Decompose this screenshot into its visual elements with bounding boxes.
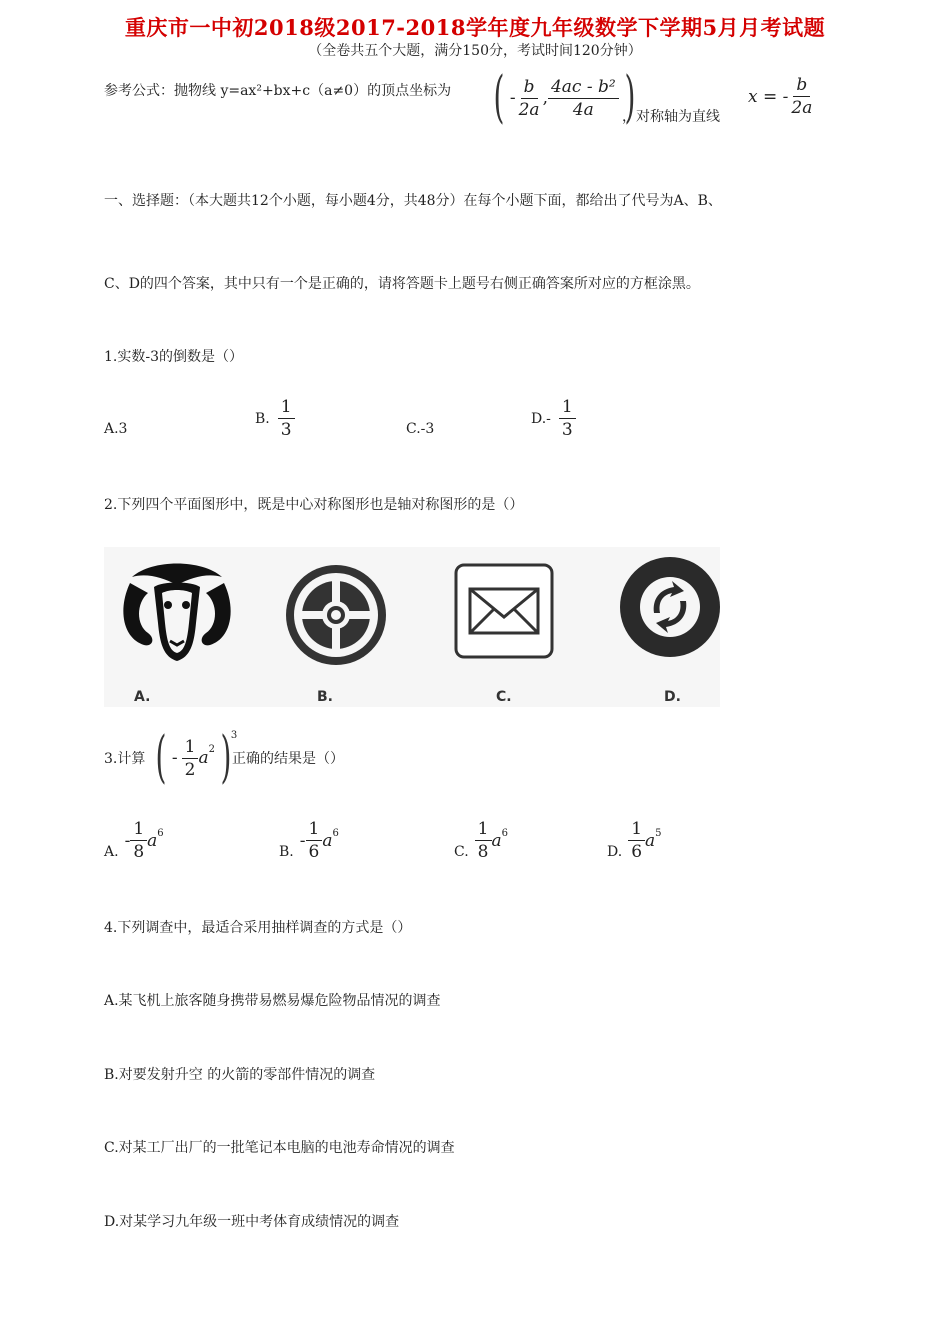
fraction-numerator: 1 — [182, 736, 199, 759]
vertex-minus: - — [509, 88, 516, 108]
axis-fraction — [788, 74, 815, 119]
option-label: B. — [255, 410, 270, 427]
option-label: D.- — [531, 410, 551, 427]
fraction-numerator: b — [521, 76, 538, 99]
q1-option-c: C.-3 — [406, 421, 435, 437]
fraction-numerator: 1 — [628, 818, 645, 841]
option-label: A. — [104, 843, 119, 860]
fraction-denominator: 4a — [572, 99, 594, 120]
target-icon — [280, 559, 392, 671]
left-paren: ( — [493, 65, 505, 130]
option-fraction — [628, 818, 645, 863]
figure-caption-c: C. — [496, 689, 512, 705]
vertex-formula — [488, 65, 641, 130]
q3-expression — [150, 725, 238, 790]
q1-option-a: A.3 — [104, 421, 128, 437]
expr-outer-exponent: 3 — [230, 730, 238, 741]
option-fraction — [130, 818, 147, 863]
q3-option-c — [454, 818, 508, 863]
vertex-x-fraction — [516, 76, 543, 121]
fraction-numerator: b — [793, 74, 810, 97]
vertex-y-fraction — [548, 76, 619, 121]
expr-fraction — [182, 736, 199, 781]
q4-option-d: D.对某学习九年级一班中考体育成绩情况的调查 — [104, 1214, 400, 1230]
left-paren: ( — [155, 725, 167, 790]
axis-x-eq: x = - — [748, 86, 789, 107]
page-subtitle: （全卷共五个大题，满分150分，考试时间120分钟） — [308, 43, 642, 59]
q3-option-b — [279, 818, 339, 863]
figure-caption-a: A. — [134, 689, 151, 705]
axis-formula — [748, 74, 815, 119]
option-variable: a — [491, 830, 502, 851]
fraction-denominator: 3 — [280, 420, 292, 440]
option-variable: a — [645, 830, 656, 851]
q1-option-d — [531, 396, 576, 441]
q2-stem: 2.下列四个平面图形中，既是中心对称图形也是轴对称图形的是（） — [104, 497, 524, 513]
expr-minus: - — [171, 748, 178, 768]
fraction-numerator: 1 — [278, 396, 295, 419]
expr-variable: a — [198, 748, 209, 768]
q3-option-a — [104, 818, 164, 863]
formula-intro: 参考公式：抛物线 y=ax²+bx+c（a≠0）的顶点坐标为 — [104, 83, 452, 99]
option-variable: a — [147, 830, 158, 851]
fraction-denominator: 6 — [631, 842, 643, 862]
fraction-denominator: 2a — [791, 98, 813, 118]
option-variable: a — [322, 830, 333, 851]
option-exponent: 6 — [332, 828, 339, 839]
figure-caption-d: D. — [664, 689, 681, 705]
option-label: C. — [454, 843, 469, 860]
q4-option-a: A.某飞机上旅客随身携带易燃易爆危险物品情况的调查 — [104, 993, 441, 1009]
option-sign: - — [299, 830, 306, 851]
q1-stem: 1.实数-3的倒数是（） — [104, 349, 243, 365]
fraction-numerator: 1 — [306, 818, 323, 841]
envelope-icon — [454, 563, 554, 659]
option-label: B. — [279, 843, 294, 860]
fraction-numerator: 1 — [559, 396, 576, 419]
recycle-circle-icon — [618, 555, 722, 659]
fraction-denominator: 6 — [308, 842, 320, 862]
section-instructions-line2: C、D的四个答案，其中只有一个是正确的，请将答题卡上题号右侧正确答案所对应的方框涂黑。 — [104, 276, 700, 292]
fraction-numerator: 4ac - b² — [548, 76, 619, 99]
figure-caption-b: B. — [317, 689, 333, 705]
ram-head-icon — [112, 553, 242, 681]
option-exponent: 6 — [501, 828, 509, 839]
fraction-denominator: 2a — [518, 99, 540, 120]
q3-stem-prefix: 3.计算 — [104, 751, 146, 767]
option-fraction — [306, 818, 323, 863]
option-exponent: 5 — [655, 828, 662, 839]
fraction-numerator: 1 — [130, 818, 147, 841]
expr-inner-exponent: 2 — [208, 744, 215, 755]
fraction-denominator: 8 — [477, 842, 489, 862]
fraction-denominator: 3 — [561, 420, 573, 440]
option-exponent: 6 — [157, 828, 164, 839]
option-fraction — [278, 396, 295, 441]
page-title: 重庆市一中初2018级2017-2018学年度九年级数学下学期5月月考试题 — [124, 15, 826, 40]
q4-option-b: B.对要发射升空 的火箭的零部件情况的调查 — [104, 1067, 376, 1083]
option-label: D. — [607, 843, 623, 860]
right-paren: ) — [624, 65, 636, 130]
option-sign: - — [124, 830, 131, 851]
option-fraction — [559, 396, 576, 441]
q3-option-d — [607, 818, 662, 863]
q1-option-b — [255, 396, 295, 441]
q2-figure-strip — [104, 547, 720, 707]
fraction-denominator: 2 — [184, 759, 196, 780]
vertex-comma: , — [542, 88, 548, 108]
q4-stem: 4.下列调查中，最适合采用抽样调查的方式是（） — [104, 920, 412, 936]
fraction-numerator: 1 — [475, 818, 492, 841]
option-fraction — [475, 818, 492, 863]
axis-text: ，对称轴为直线 — [622, 109, 720, 125]
q4-option-c: C.对某工厂出厂的一批笔记本电脑的电池寿命情况的调查 — [104, 1140, 455, 1156]
fraction-denominator: 8 — [133, 842, 145, 862]
section-instructions-line1: 一、选择题：（本大题共12个小题，每小题4分，共48分）在每个小题下面，都给出了代号为A、B、 — [104, 193, 722, 209]
q3-stem-suffix: 正确的结果是（） — [232, 751, 344, 767]
right-paren: ) — [220, 725, 232, 790]
